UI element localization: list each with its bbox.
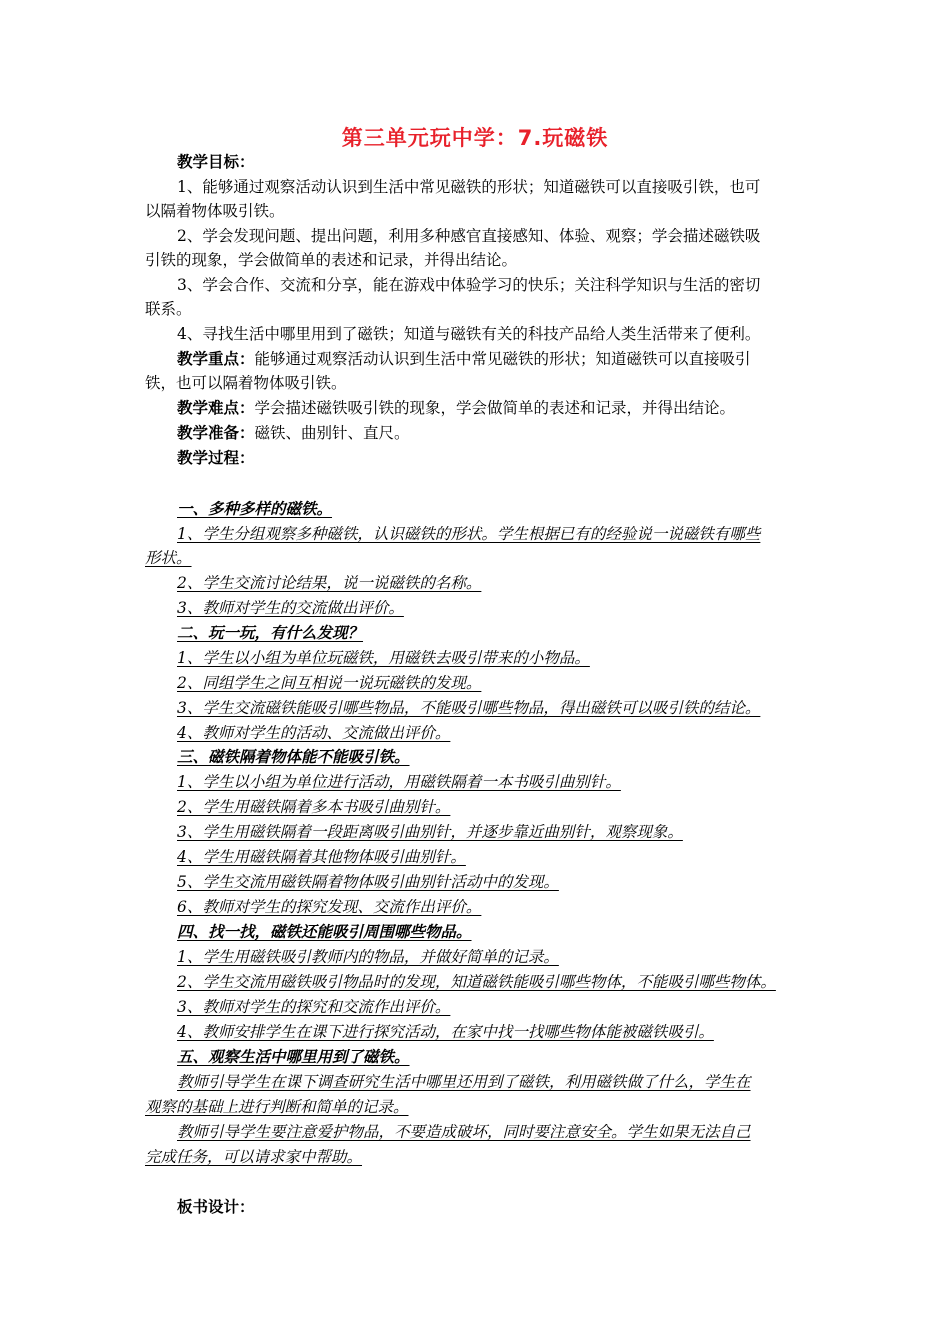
difficulty-text: 学会描述磁铁吸引铁的现象，学会做简单的表述和记录，并得出结论。 [254,399,736,417]
section-4-item-2: 2、学生交流用磁铁吸引物品时的发现，知道磁铁能吸引哪些物体，不能吸引哪些物体。 [177,973,776,991]
goal-4: 4、寻找生活中哪里用到了磁铁；知道与磁铁有关的科技产品给人类生活带来了便利。 [177,325,761,343]
preparation-label: 教学准备： [177,424,255,442]
preparation-text: 磁铁、曲别针、直尺。 [254,424,410,442]
section-1-item-2: 2、学生交流讨论结果，说一说磁铁的名称。 [177,574,482,592]
goals-heading: 教学目标： [177,153,255,171]
section-4-item-3: 3、教师对学生的探究和交流作出评价。 [177,998,451,1016]
goal-2-cont: 引铁的现象，学会做简单的表述和记录，并得出结论。 [145,251,518,269]
section-3-heading: 三、磁铁隔着物体能不能吸引铁。 [177,748,410,766]
section-3-item-6: 6、教师对学生的探究发现、交流作出评价。 [177,898,482,916]
section-1-item-3: 3、教师对学生的交流做出评价。 [177,599,404,617]
section-2-item-4: 4、教师对学生的活动、交流做出评价。 [177,724,451,742]
section-5-para-2-cont: 完成任务，可以请求家中帮助。 [145,1148,363,1166]
difficulty-label: 教学难点： [177,399,255,417]
section-2-heading: 二、玩一玩，有什么发现？ [177,624,364,642]
section-3-item-5: 5、学生交流用磁铁隔着物体吸引曲别针活动中的发现。 [177,873,559,891]
section-1-item-1: 1、学生分组观察多种磁铁，认识磁铁的形状。学生根据已有的经验说一说磁铁有哪些 [177,525,761,543]
process-heading: 教学过程： [177,449,255,467]
key-point-text: 能够通过观察活动认识到生活中常见磁铁的形状；知道磁铁可以直接吸引 [254,350,751,368]
goal-3-cont: 联系。 [145,300,192,318]
key-point [177,349,751,369]
page-title: 第三单元玩中学：7.玩磁铁 [341,126,609,150]
section-5-heading: 五、观察生活中哪里用到了磁铁。 [177,1048,410,1066]
section-3-item-1: 1、学生以小组为单位进行活动，用磁铁隔着一本书吸引曲别针。 [177,773,621,791]
section-1-item-1-cont: 形状。 [145,549,192,567]
board-design-heading: 板书设计： [177,1198,255,1216]
section-2-item-1: 1、学生以小组为单位玩磁铁，用磁铁去吸引带来的小物品。 [177,649,590,667]
section-3-item-4: 4、学生用磁铁隔着其他物体吸引曲别针。 [177,848,466,866]
section-5-para-1: 教师引导学生在课下调查研究生活中哪里还用到了磁铁，利用磁铁做了什么，学生在 [177,1073,751,1091]
goal-3: 3、学会合作、交流和分享，能在游戏中体验学习的快乐；关注科学知识与生活的密切 [177,276,761,294]
section-5-para-2: 教师引导学生要注意爱护物品，不要造成破坏，同时要注意安全。学生如果无法自己 [177,1123,751,1141]
goal-2: 2、学会发现问题、提出问题，利用多种感官直接感知、体验、观察；学会描述磁铁吸 [177,227,761,245]
section-4-heading: 四、找一找，磁铁还能吸引周围哪些物品。 [177,923,472,941]
key-point-label: 教学重点： [177,350,255,368]
section-2-item-3: 3、学生交流磁铁能吸引哪些物品，不能吸引哪些物品，得出磁铁可以吸引铁的结论。 [177,699,761,717]
key-point-cont: 铁，也可以隔着物体吸引铁。 [145,374,347,392]
section-4-item-4: 4、教师安排学生在课下进行探究活动，在家中找一找哪些物体能被磁铁吸引。 [177,1023,714,1041]
preparation [177,423,410,443]
goal-1-cont: 以隔着物体吸引铁。 [145,202,285,220]
section-5-para-1-cont: 观察的基础上进行判断和简单的记录。 [145,1098,409,1116]
difficulty [177,398,735,418]
section-4-item-1: 1、学生用磁铁吸引教师内的物品，并做好简单的记录。 [177,948,559,966]
section-2-item-2: 2、同组学生之间互相说一说玩磁铁的发现。 [177,674,482,692]
section-3-item-3: 3、学生用磁铁隔着一段距离吸引曲别针，并逐步靠近曲别针，观察现象。 [177,823,683,841]
goal-1: 1、能够通过观察活动认识到生活中常见磁铁的形状；知道磁铁可以直接吸引铁，也可 [177,178,761,196]
section-3-item-2: 2、学生用磁铁隔着多本书吸引曲别针。 [177,798,451,816]
section-1-heading: 一、多种多样的磁铁。 [177,500,333,518]
